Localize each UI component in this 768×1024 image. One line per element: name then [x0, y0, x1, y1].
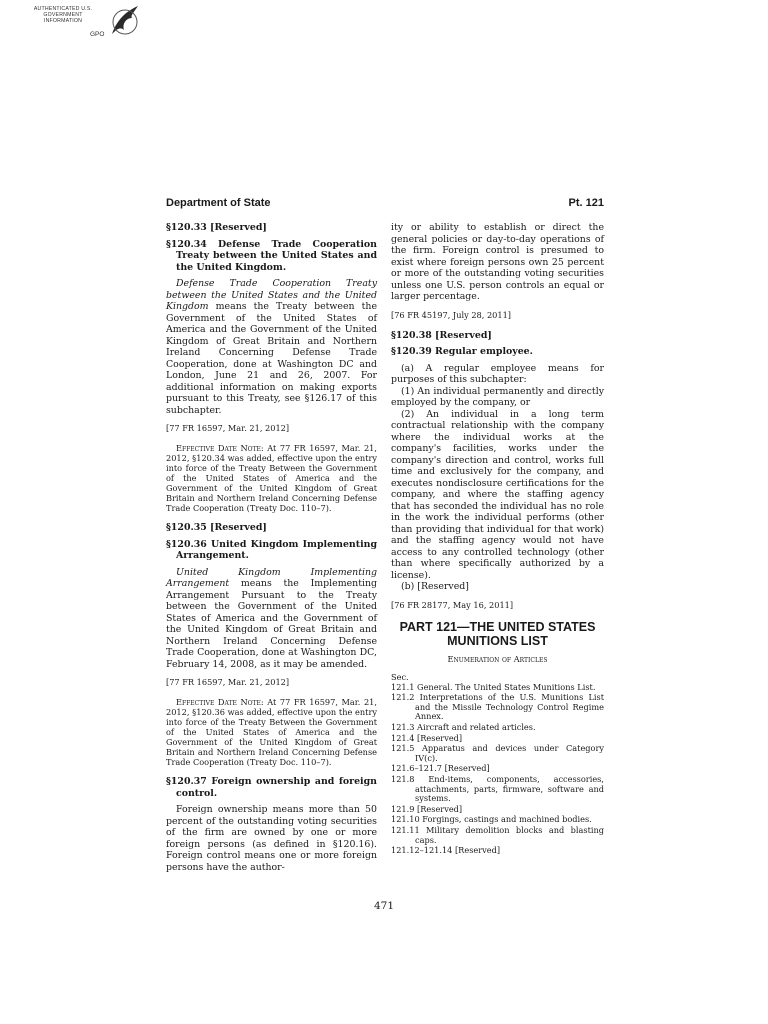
- page-number: 471: [373, 900, 395, 912]
- section-120-37-body: Foreign ownership means more than 50 percent of the outstanding voting securities of the firm are owned by one or more foreign persons (as defined in §120.16). Foreign control means one or more foreign persons have the author-: [166, 804, 377, 873]
- right-column: [391, 222, 604, 857]
- paragraph-b: (b) [Reserved]: [401, 581, 469, 592]
- logo-text: AUTHENTICATED U.S. GOVERNMENT INFORMATION: [33, 6, 93, 24]
- section-120-34-note: [166, 443, 377, 513]
- toc-item: 121.5 Apparatus and devices under Category IV(c).: [391, 743, 604, 763]
- toc-item: 121.6–121.7 [Reserved]: [391, 763, 490, 774]
- toc-item: 121.11 Military demolition blocks and blasting caps.: [391, 824, 604, 845]
- logo-mark: GPO: [90, 31, 105, 38]
- part-121-title: PART 121—THE UNITED STATES MUNITIONS LIST: [399, 619, 596, 648]
- paragraph-a: (a) A regular employee means for purposes of this subchapter:: [391, 362, 604, 385]
- note-body: At 77 FR 16597, Mar. 21, 2012, §120.34 was added, effective upon the entry into force of the Treaty Between the Government of the United States of America and the Government of the United Kingdom of Great Britain and Northern Ireland Concerning Defense Trade Cooperation (Treaty Doc. 110–7).: [166, 443, 377, 513]
- toc-item: 121.1 General. The United States Munitions List.: [391, 681, 596, 692]
- section-120-36-heading: §120.36 United Kingdom Implementing Arrangement.: [166, 538, 377, 561]
- toc-item: 121.8 End-items, components, accessories, attachments, parts, firmware, software and systems.: [391, 773, 604, 804]
- sec-label: Sec.: [391, 672, 409, 682]
- toc-item: 121.4 [Reserved]: [391, 732, 463, 743]
- body-text: means the Implementing Arrangement Pursuant to the Treaty between the Government of the United States of America and the Government of the United Kingdom of Great Britain and Northern Ireland Concerning Defense Trade Cooperation, done at Washington DC, February 14, 2008, as it may be amended.: [166, 578, 377, 670]
- defined-term: Defense Trade Cooperation Treaty between the United States and the United Kingdom: [166, 278, 377, 312]
- section-120-36-citation: [77 FR 16597, Mar. 21, 2012]: [166, 677, 290, 687]
- header-part: Pt. 121: [568, 197, 604, 209]
- paragraph-a1: (1) An individual permanently and directly employed by the company, or: [391, 385, 604, 408]
- toc-item: 121.2 Interpretations of the U.S. Munitions List and the Missile Technology Control Regime Annex.: [391, 692, 604, 722]
- eagle-icon: [108, 4, 142, 44]
- section-120-35-heading: §120.35 [Reserved]: [166, 522, 267, 533]
- note-label: Effective Date Note:: [176, 697, 264, 707]
- section-120-36-note: [166, 697, 377, 767]
- section-120-34-body: [166, 278, 377, 416]
- section-120-36-body: [166, 567, 377, 671]
- toc-item: 121.12–121.14 [Reserved]: [391, 845, 501, 856]
- section-120-38-heading: §120.38 [Reserved]: [391, 329, 492, 341]
- toc-item: 121.10 Forgings, castings and machined bodies.: [391, 814, 592, 825]
- section-120-37-heading: §120.37 Foreign ownership and foreign control.: [166, 776, 377, 799]
- section-120-37-continued: ity or ability to establish or direct the general policies or day-to-day operations of the firm. Foreign control is presumed to exist where foreign persons own 25 percent or more of the outstanding voting securities unless one U.S. person controls an equal or larger percentage.: [391, 222, 604, 302]
- toc-item: 121.3 Aircraft and related articles.: [391, 721, 536, 732]
- toc-item: 121.9 [Reserved]: [391, 803, 463, 814]
- section-120-33-heading: §120.33 [Reserved]: [166, 222, 267, 233]
- note-label: Effective Date Note:: [176, 443, 264, 453]
- note-body: At 77 FR 16597, Mar. 21, 2012, §120.36 was added, effective upon the entry into force of the Treaty Between the Government of the United States of America and the Government of the United Kingdom of Great Britain and Northern Ireland Concerning Defense Trade Cooperation (Treaty Doc. 110–7).: [166, 697, 377, 767]
- paragraph-a2: (2) An individual in a long term contractual relationship with the company where the individual works at the company's facilities, works under the company's direction and control, works full time and exclusively for the company, and executes nondisclosure certifications for the company, and where the staffing agency that has seconded the individual has no role in the work the individual performs (other than providing that individual for that work) and the staffing agency would not have access to any controlled technology (other than where specifically authorized by a license).: [391, 408, 604, 581]
- header-agency: Department of State: [166, 197, 271, 209]
- section-120-39-heading: §120.39 Regular employee.: [391, 346, 533, 357]
- section-120-39-citation: [76 FR 28177, May 16, 2011]: [391, 599, 514, 610]
- enumeration-heading: Enumeration of Articles: [447, 653, 548, 664]
- section-120-34-citation: [77 FR 16597, Mar. 21, 2012]: [166, 423, 290, 433]
- body-text: means the Treaty between the Government of the United States of America and the Government of the United Kingdom of Great Britain and Northern Ireland Concerning Defense Trade Cooperation, done at Washington DC and London, June 21 and 26, 2007. For additional information on making exports pursuant to this Treaty, see §126.17 of this subchapter.: [166, 301, 377, 416]
- gpo-authentication-logo: [28, 4, 143, 44]
- running-header: [166, 197, 604, 213]
- section-120-34-heading: §120.34 Defense Trade Cooperation Treaty between the United States and the United Kingdom.: [166, 238, 377, 273]
- section-120-37-citation: [76 FR 45197, July 28, 2011]: [391, 309, 511, 320]
- defined-term: United Kingdom Implementing Arrangement: [166, 566, 377, 589]
- left-column: [166, 222, 377, 873]
- table-of-contents: [391, 673, 604, 856]
